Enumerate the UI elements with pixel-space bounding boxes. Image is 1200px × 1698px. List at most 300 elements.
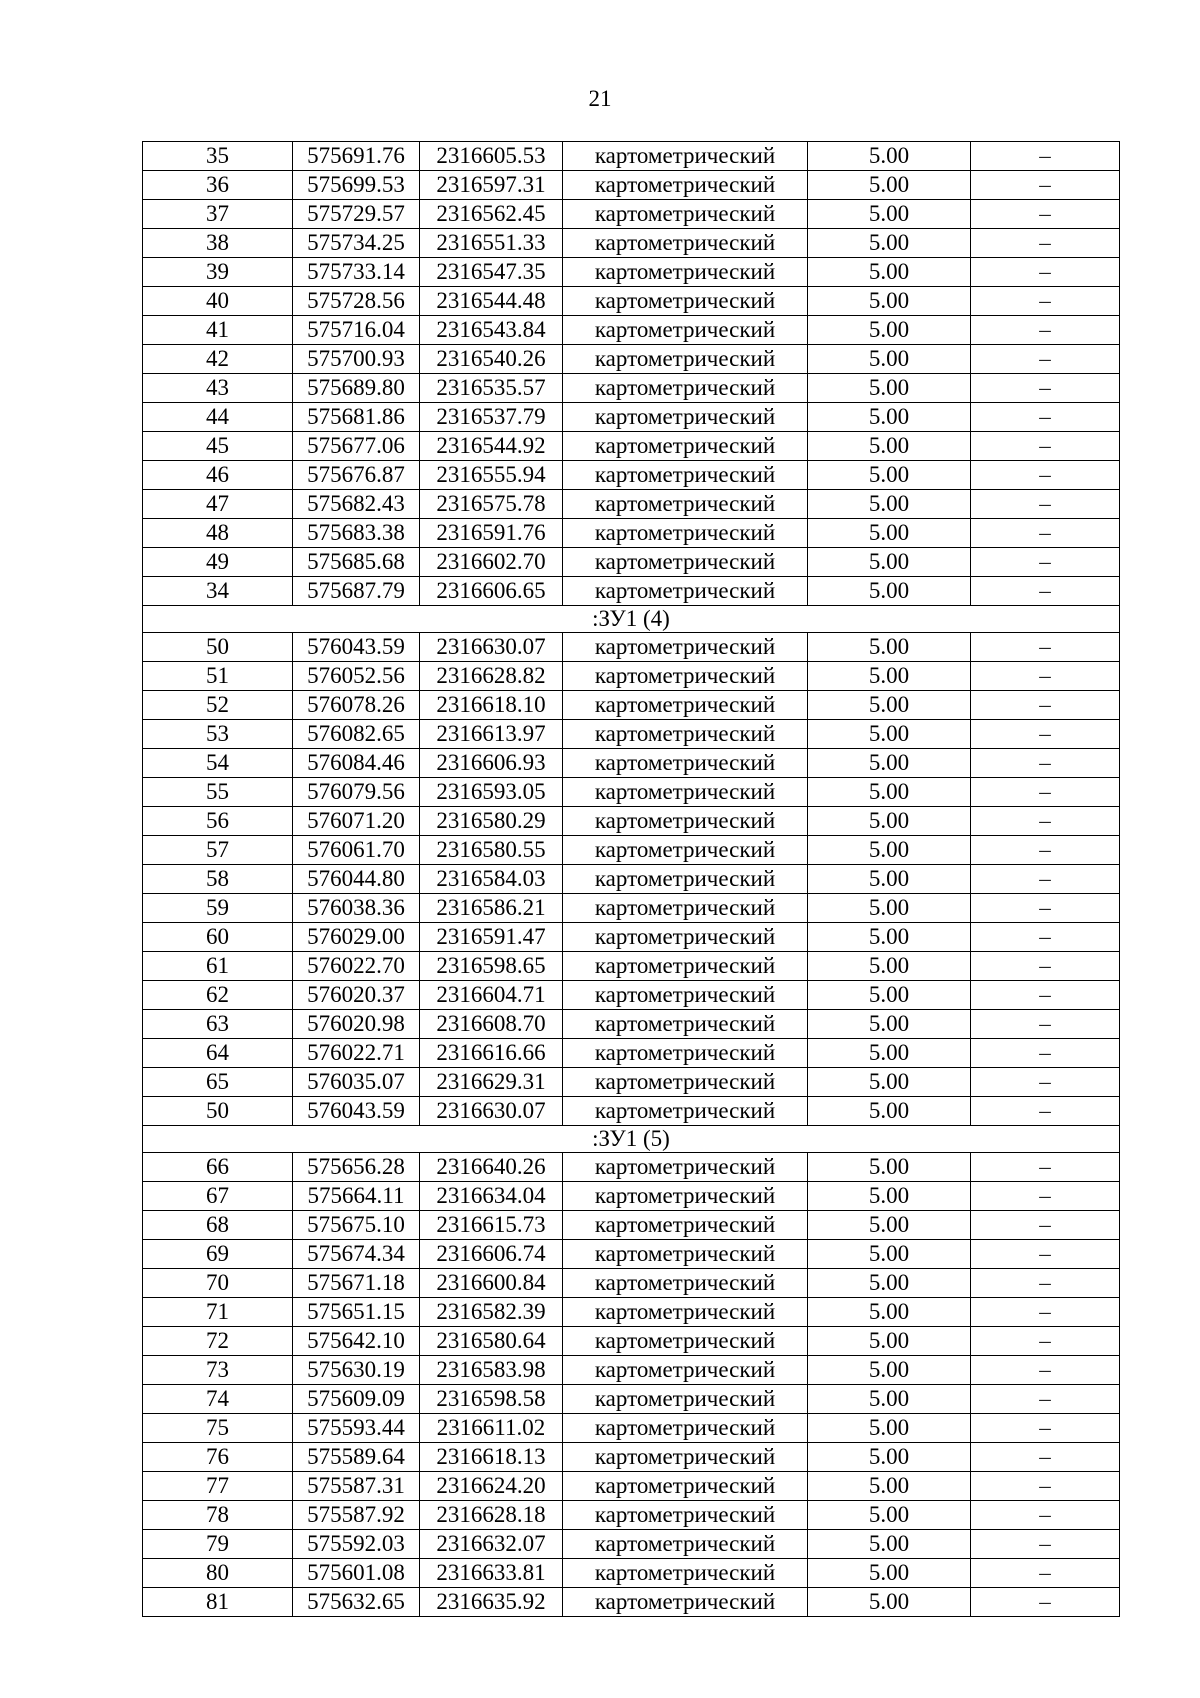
table-row [143, 490, 1120, 519]
note-cell: – [971, 720, 1120, 749]
point-number-cell: 41 [143, 316, 293, 345]
x-coordinate-cell: 575699.53 [293, 171, 420, 200]
note-cell: – [971, 1443, 1120, 1472]
accuracy-cell: 5.00 [808, 662, 971, 691]
method-cell: картометрический [563, 691, 808, 720]
x-coordinate-cell: 575728.56 [293, 287, 420, 316]
x-coordinate-cell: 576044.80 [293, 865, 420, 894]
x-coordinate-cell: 575700.93 [293, 345, 420, 374]
method-cell: картометрический [563, 1414, 808, 1443]
method-cell: картометрический [563, 171, 808, 200]
point-number-cell: 62 [143, 981, 293, 1010]
accuracy-cell: 5.00 [808, 923, 971, 952]
note-cell: – [971, 461, 1120, 490]
note-cell: – [971, 1039, 1120, 1068]
point-number-cell: 45 [143, 432, 293, 461]
point-number-cell: 34 [143, 577, 293, 606]
method-cell: картометрический [563, 952, 808, 981]
y-coordinate-cell: 2316629.31 [420, 1068, 563, 1097]
note-cell: – [971, 519, 1120, 548]
point-number-cell: 55 [143, 778, 293, 807]
method-cell: картометрический [563, 1530, 808, 1559]
coordinates-table [142, 141, 1120, 1617]
method-cell: картометрический [563, 1501, 808, 1530]
point-number-cell: 71 [143, 1298, 293, 1327]
table-row [143, 749, 1120, 778]
note-cell: – [971, 952, 1120, 981]
point-number-cell: 40 [143, 287, 293, 316]
table-row [143, 865, 1120, 894]
table-row [143, 1182, 1120, 1211]
table-row [143, 1211, 1120, 1240]
accuracy-cell: 5.00 [808, 1182, 971, 1211]
method-cell: картометрический [563, 720, 808, 749]
point-number-cell: 36 [143, 171, 293, 200]
point-number-cell: 63 [143, 1010, 293, 1039]
method-cell: картометрический [563, 807, 808, 836]
method-cell: картометрический [563, 1356, 808, 1385]
x-coordinate-cell: 575587.31 [293, 1472, 420, 1501]
x-coordinate-cell: 576082.65 [293, 720, 420, 749]
table-row [143, 461, 1120, 490]
point-number-cell: 79 [143, 1530, 293, 1559]
method-cell: картометрический [563, 633, 808, 662]
note-cell: – [971, 1010, 1120, 1039]
y-coordinate-cell: 2316611.02 [420, 1414, 563, 1443]
point-number-cell: 76 [143, 1443, 293, 1472]
method-cell: картометрический [563, 836, 808, 865]
x-coordinate-cell: 575685.68 [293, 548, 420, 577]
accuracy-cell: 5.00 [808, 258, 971, 287]
point-number-cell: 35 [143, 142, 293, 171]
y-coordinate-cell: 2316555.94 [420, 461, 563, 490]
point-number-cell: 43 [143, 374, 293, 403]
y-coordinate-cell: 2316582.39 [420, 1298, 563, 1327]
note-cell: – [971, 749, 1120, 778]
y-coordinate-cell: 2316634.04 [420, 1182, 563, 1211]
table-row [143, 403, 1120, 432]
y-coordinate-cell: 2316605.53 [420, 142, 563, 171]
x-coordinate-cell: 575729.57 [293, 200, 420, 229]
accuracy-cell: 5.00 [808, 1472, 971, 1501]
note-cell: – [971, 662, 1120, 691]
x-coordinate-cell: 575651.15 [293, 1298, 420, 1327]
table-row [143, 1559, 1120, 1588]
note-cell: – [971, 1530, 1120, 1559]
accuracy-cell: 5.00 [808, 1385, 971, 1414]
x-coordinate-cell: 576079.56 [293, 778, 420, 807]
y-coordinate-cell: 2316535.57 [420, 374, 563, 403]
accuracy-cell: 5.00 [808, 1298, 971, 1327]
note-cell: – [971, 633, 1120, 662]
method-cell: картометрический [563, 662, 808, 691]
table-row [143, 1588, 1120, 1617]
section-label: :ЗУ1 (5) [143, 1126, 1120, 1153]
point-number-cell: 48 [143, 519, 293, 548]
note-cell: – [971, 142, 1120, 171]
accuracy-cell: 5.00 [808, 1414, 971, 1443]
x-coordinate-cell: 575683.38 [293, 519, 420, 548]
accuracy-cell: 5.00 [808, 171, 971, 200]
y-coordinate-cell: 2316580.64 [420, 1327, 563, 1356]
note-cell: – [971, 403, 1120, 432]
accuracy-cell: 5.00 [808, 1530, 971, 1559]
method-cell: картометрический [563, 1385, 808, 1414]
page-number: 21 [588, 86, 612, 111]
table-row [143, 1068, 1120, 1097]
x-coordinate-cell: 575630.19 [293, 1356, 420, 1385]
y-coordinate-cell: 2316630.07 [420, 1097, 563, 1126]
note-cell: – [971, 1385, 1120, 1414]
y-coordinate-cell: 2316551.33 [420, 229, 563, 258]
accuracy-cell: 5.00 [808, 403, 971, 432]
note-cell: – [971, 200, 1120, 229]
table-row [143, 1327, 1120, 1356]
table-row [143, 519, 1120, 548]
x-coordinate-cell: 575632.65 [293, 1588, 420, 1617]
table-row [143, 1039, 1120, 1068]
point-number-cell: 66 [143, 1153, 293, 1182]
method-cell: картометрический [563, 461, 808, 490]
method-cell: картометрический [563, 749, 808, 778]
section-header-row [143, 1126, 1120, 1153]
method-cell: картометрический [563, 316, 808, 345]
table-row [143, 1269, 1120, 1298]
method-cell: картометрический [563, 865, 808, 894]
table-row [143, 662, 1120, 691]
x-coordinate-cell: 575733.14 [293, 258, 420, 287]
point-number-cell: 72 [143, 1327, 293, 1356]
table-row [143, 200, 1120, 229]
y-coordinate-cell: 2316543.84 [420, 316, 563, 345]
x-coordinate-cell: 576043.59 [293, 1097, 420, 1126]
table-row [143, 633, 1120, 662]
x-coordinate-cell: 575682.43 [293, 490, 420, 519]
note-cell: – [971, 1559, 1120, 1588]
point-number-cell: 65 [143, 1068, 293, 1097]
y-coordinate-cell: 2316640.26 [420, 1153, 563, 1182]
section-label: :ЗУ1 (4) [143, 606, 1120, 633]
note-cell: – [971, 1097, 1120, 1126]
table-row [143, 345, 1120, 374]
note-cell: – [971, 807, 1120, 836]
y-coordinate-cell: 2316628.82 [420, 662, 563, 691]
table-row [143, 316, 1120, 345]
x-coordinate-cell: 575664.11 [293, 1182, 420, 1211]
accuracy-cell: 5.00 [808, 1588, 971, 1617]
note-cell: – [971, 778, 1120, 807]
y-coordinate-cell: 2316583.98 [420, 1356, 563, 1385]
note-cell: – [971, 1182, 1120, 1211]
y-coordinate-cell: 2316606.74 [420, 1240, 563, 1269]
accuracy-cell: 5.00 [808, 720, 971, 749]
accuracy-cell: 5.00 [808, 807, 971, 836]
table-row [143, 1472, 1120, 1501]
accuracy-cell: 5.00 [808, 1559, 971, 1588]
x-coordinate-cell: 575589.64 [293, 1443, 420, 1472]
x-coordinate-cell: 575593.44 [293, 1414, 420, 1443]
table-row [143, 1097, 1120, 1126]
note-cell: – [971, 836, 1120, 865]
point-number-cell: 70 [143, 1269, 293, 1298]
y-coordinate-cell: 2316591.47 [420, 923, 563, 952]
accuracy-cell: 5.00 [808, 1211, 971, 1240]
table-row [143, 836, 1120, 865]
y-coordinate-cell: 2316633.81 [420, 1559, 563, 1588]
method-cell: картометрический [563, 519, 808, 548]
y-coordinate-cell: 2316618.13 [420, 1443, 563, 1472]
table-row [143, 1385, 1120, 1414]
x-coordinate-cell: 576038.36 [293, 894, 420, 923]
point-number-cell: 78 [143, 1501, 293, 1530]
point-number-cell: 60 [143, 923, 293, 952]
table-row [143, 1443, 1120, 1472]
y-coordinate-cell: 2316598.65 [420, 952, 563, 981]
note-cell: – [971, 1327, 1120, 1356]
method-cell: картометрический [563, 1068, 808, 1097]
y-coordinate-cell: 2316598.58 [420, 1385, 563, 1414]
y-coordinate-cell: 2316586.21 [420, 894, 563, 923]
x-coordinate-cell: 576020.37 [293, 981, 420, 1010]
table-row [143, 287, 1120, 316]
table-row [143, 691, 1120, 720]
x-coordinate-cell: 575675.10 [293, 1211, 420, 1240]
x-coordinate-cell: 575609.09 [293, 1385, 420, 1414]
note-cell: – [971, 258, 1120, 287]
note-cell: – [971, 1472, 1120, 1501]
method-cell: картометрический [563, 1298, 808, 1327]
x-coordinate-cell: 575587.92 [293, 1501, 420, 1530]
method-cell: картометрический [563, 1211, 808, 1240]
method-cell: картометрический [563, 142, 808, 171]
y-coordinate-cell: 2316562.45 [420, 200, 563, 229]
table-row [143, 1010, 1120, 1039]
method-cell: картометрический [563, 1559, 808, 1588]
x-coordinate-cell: 576078.26 [293, 691, 420, 720]
point-number-cell: 56 [143, 807, 293, 836]
table-row [143, 923, 1120, 952]
point-number-cell: 49 [143, 548, 293, 577]
note-cell: – [971, 345, 1120, 374]
y-coordinate-cell: 2316606.65 [420, 577, 563, 606]
method-cell: картометрический [563, 374, 808, 403]
y-coordinate-cell: 2316624.20 [420, 1472, 563, 1501]
x-coordinate-cell: 576022.70 [293, 952, 420, 981]
x-coordinate-cell: 575676.87 [293, 461, 420, 490]
note-cell: – [971, 1269, 1120, 1298]
note-cell: – [971, 287, 1120, 316]
y-coordinate-cell: 2316615.73 [420, 1211, 563, 1240]
table-row [143, 1153, 1120, 1182]
note-cell: – [971, 374, 1120, 403]
y-coordinate-cell: 2316547.35 [420, 258, 563, 287]
table-row [143, 720, 1120, 749]
method-cell: картометрический [563, 1153, 808, 1182]
accuracy-cell: 5.00 [808, 1443, 971, 1472]
point-number-cell: 47 [143, 490, 293, 519]
note-cell: – [971, 229, 1120, 258]
table-row [143, 807, 1120, 836]
accuracy-cell: 5.00 [808, 1240, 971, 1269]
note-cell: – [971, 691, 1120, 720]
x-coordinate-cell: 576071.20 [293, 807, 420, 836]
note-cell: – [971, 1298, 1120, 1327]
accuracy-cell: 5.00 [808, 1039, 971, 1068]
table-row [143, 1414, 1120, 1443]
accuracy-cell: 5.00 [808, 894, 971, 923]
method-cell: картометрический [563, 345, 808, 374]
point-number-cell: 58 [143, 865, 293, 894]
method-cell: картометрический [563, 258, 808, 287]
y-coordinate-cell: 2316544.48 [420, 287, 563, 316]
table-row [143, 1298, 1120, 1327]
note-cell: – [971, 1068, 1120, 1097]
accuracy-cell: 5.00 [808, 200, 971, 229]
accuracy-cell: 5.00 [808, 287, 971, 316]
table-row [143, 142, 1120, 171]
note-cell: – [971, 577, 1120, 606]
x-coordinate-cell: 575656.28 [293, 1153, 420, 1182]
point-number-cell: 64 [143, 1039, 293, 1068]
method-cell: картометрический [563, 200, 808, 229]
table-row [143, 374, 1120, 403]
y-coordinate-cell: 2316593.05 [420, 778, 563, 807]
method-cell: картометрический [563, 778, 808, 807]
note-cell: – [971, 1153, 1120, 1182]
point-number-cell: 77 [143, 1472, 293, 1501]
x-coordinate-cell: 575734.25 [293, 229, 420, 258]
method-cell: картометрический [563, 490, 808, 519]
x-coordinate-cell: 575689.80 [293, 374, 420, 403]
point-number-cell: 67 [143, 1182, 293, 1211]
method-cell: картометрический [563, 1327, 808, 1356]
y-coordinate-cell: 2316575.78 [420, 490, 563, 519]
x-coordinate-cell: 576043.59 [293, 633, 420, 662]
accuracy-cell: 5.00 [808, 1327, 971, 1356]
method-cell: картометрический [563, 1443, 808, 1472]
x-coordinate-cell: 575642.10 [293, 1327, 420, 1356]
point-number-cell: 57 [143, 836, 293, 865]
accuracy-cell: 5.00 [808, 490, 971, 519]
point-number-cell: 68 [143, 1211, 293, 1240]
x-coordinate-cell: 576052.56 [293, 662, 420, 691]
accuracy-cell: 5.00 [808, 1269, 971, 1298]
y-coordinate-cell: 2316584.03 [420, 865, 563, 894]
y-coordinate-cell: 2316544.92 [420, 432, 563, 461]
accuracy-cell: 5.00 [808, 142, 971, 171]
table-row [143, 548, 1120, 577]
accuracy-cell: 5.00 [808, 865, 971, 894]
accuracy-cell: 5.00 [808, 577, 971, 606]
accuracy-cell: 5.00 [808, 1356, 971, 1385]
point-number-cell: 38 [143, 229, 293, 258]
y-coordinate-cell: 2316632.07 [420, 1530, 563, 1559]
note-cell: – [971, 171, 1120, 200]
method-cell: картометрический [563, 894, 808, 923]
note-cell: – [971, 548, 1120, 577]
table-row [143, 778, 1120, 807]
accuracy-cell: 5.00 [808, 432, 971, 461]
y-coordinate-cell: 2316616.66 [420, 1039, 563, 1068]
accuracy-cell: 5.00 [808, 548, 971, 577]
point-number-cell: 81 [143, 1588, 293, 1617]
note-cell: – [971, 316, 1120, 345]
point-number-cell: 59 [143, 894, 293, 923]
x-coordinate-cell: 576084.46 [293, 749, 420, 778]
note-cell: – [971, 490, 1120, 519]
x-coordinate-cell: 575677.06 [293, 432, 420, 461]
x-coordinate-cell: 575681.86 [293, 403, 420, 432]
y-coordinate-cell: 2316604.71 [420, 981, 563, 1010]
point-number-cell: 50 [143, 1097, 293, 1126]
note-cell: – [971, 1414, 1120, 1443]
table-row [143, 171, 1120, 200]
x-coordinate-cell: 575592.03 [293, 1530, 420, 1559]
point-number-cell: 61 [143, 952, 293, 981]
y-coordinate-cell: 2316618.10 [420, 691, 563, 720]
y-coordinate-cell: 2316606.93 [420, 749, 563, 778]
y-coordinate-cell: 2316580.55 [420, 836, 563, 865]
y-coordinate-cell: 2316628.18 [420, 1501, 563, 1530]
point-number-cell: 69 [143, 1240, 293, 1269]
point-number-cell: 37 [143, 200, 293, 229]
x-coordinate-cell: 575687.79 [293, 577, 420, 606]
note-cell: – [971, 1588, 1120, 1617]
note-cell: – [971, 923, 1120, 952]
method-cell: картометрический [563, 1240, 808, 1269]
method-cell: картометрический [563, 1097, 808, 1126]
table-row [143, 981, 1120, 1010]
accuracy-cell: 5.00 [808, 633, 971, 662]
note-cell: – [971, 1356, 1120, 1385]
y-coordinate-cell: 2316635.92 [420, 1588, 563, 1617]
table-row [143, 952, 1120, 981]
accuracy-cell: 5.00 [808, 952, 971, 981]
x-coordinate-cell: 576061.70 [293, 836, 420, 865]
method-cell: картометрический [563, 548, 808, 577]
accuracy-cell: 5.00 [808, 1153, 971, 1182]
y-coordinate-cell: 2316602.70 [420, 548, 563, 577]
x-coordinate-cell: 576029.00 [293, 923, 420, 952]
x-coordinate-cell: 575691.76 [293, 142, 420, 171]
table-row [143, 1501, 1120, 1530]
table-row [143, 1356, 1120, 1385]
table-row [143, 258, 1120, 287]
accuracy-cell: 5.00 [808, 1010, 971, 1039]
point-number-cell: 50 [143, 633, 293, 662]
accuracy-cell: 5.00 [808, 374, 971, 403]
note-cell: – [971, 1501, 1120, 1530]
y-coordinate-cell: 2316597.31 [420, 171, 563, 200]
note-cell: – [971, 432, 1120, 461]
accuracy-cell: 5.00 [808, 1097, 971, 1126]
method-cell: картометрический [563, 1039, 808, 1068]
x-coordinate-cell: 575674.34 [293, 1240, 420, 1269]
accuracy-cell: 5.00 [808, 229, 971, 258]
point-number-cell: 74 [143, 1385, 293, 1414]
accuracy-cell: 5.00 [808, 519, 971, 548]
table-row [143, 577, 1120, 606]
point-number-cell: 80 [143, 1559, 293, 1588]
method-cell: картометрический [563, 432, 808, 461]
accuracy-cell: 5.00 [808, 778, 971, 807]
y-coordinate-cell: 2316600.84 [420, 1269, 563, 1298]
y-coordinate-cell: 2316537.79 [420, 403, 563, 432]
coordinates-table-body [143, 142, 1120, 1617]
point-number-cell: 51 [143, 662, 293, 691]
method-cell: картометрический [563, 403, 808, 432]
point-number-cell: 54 [143, 749, 293, 778]
